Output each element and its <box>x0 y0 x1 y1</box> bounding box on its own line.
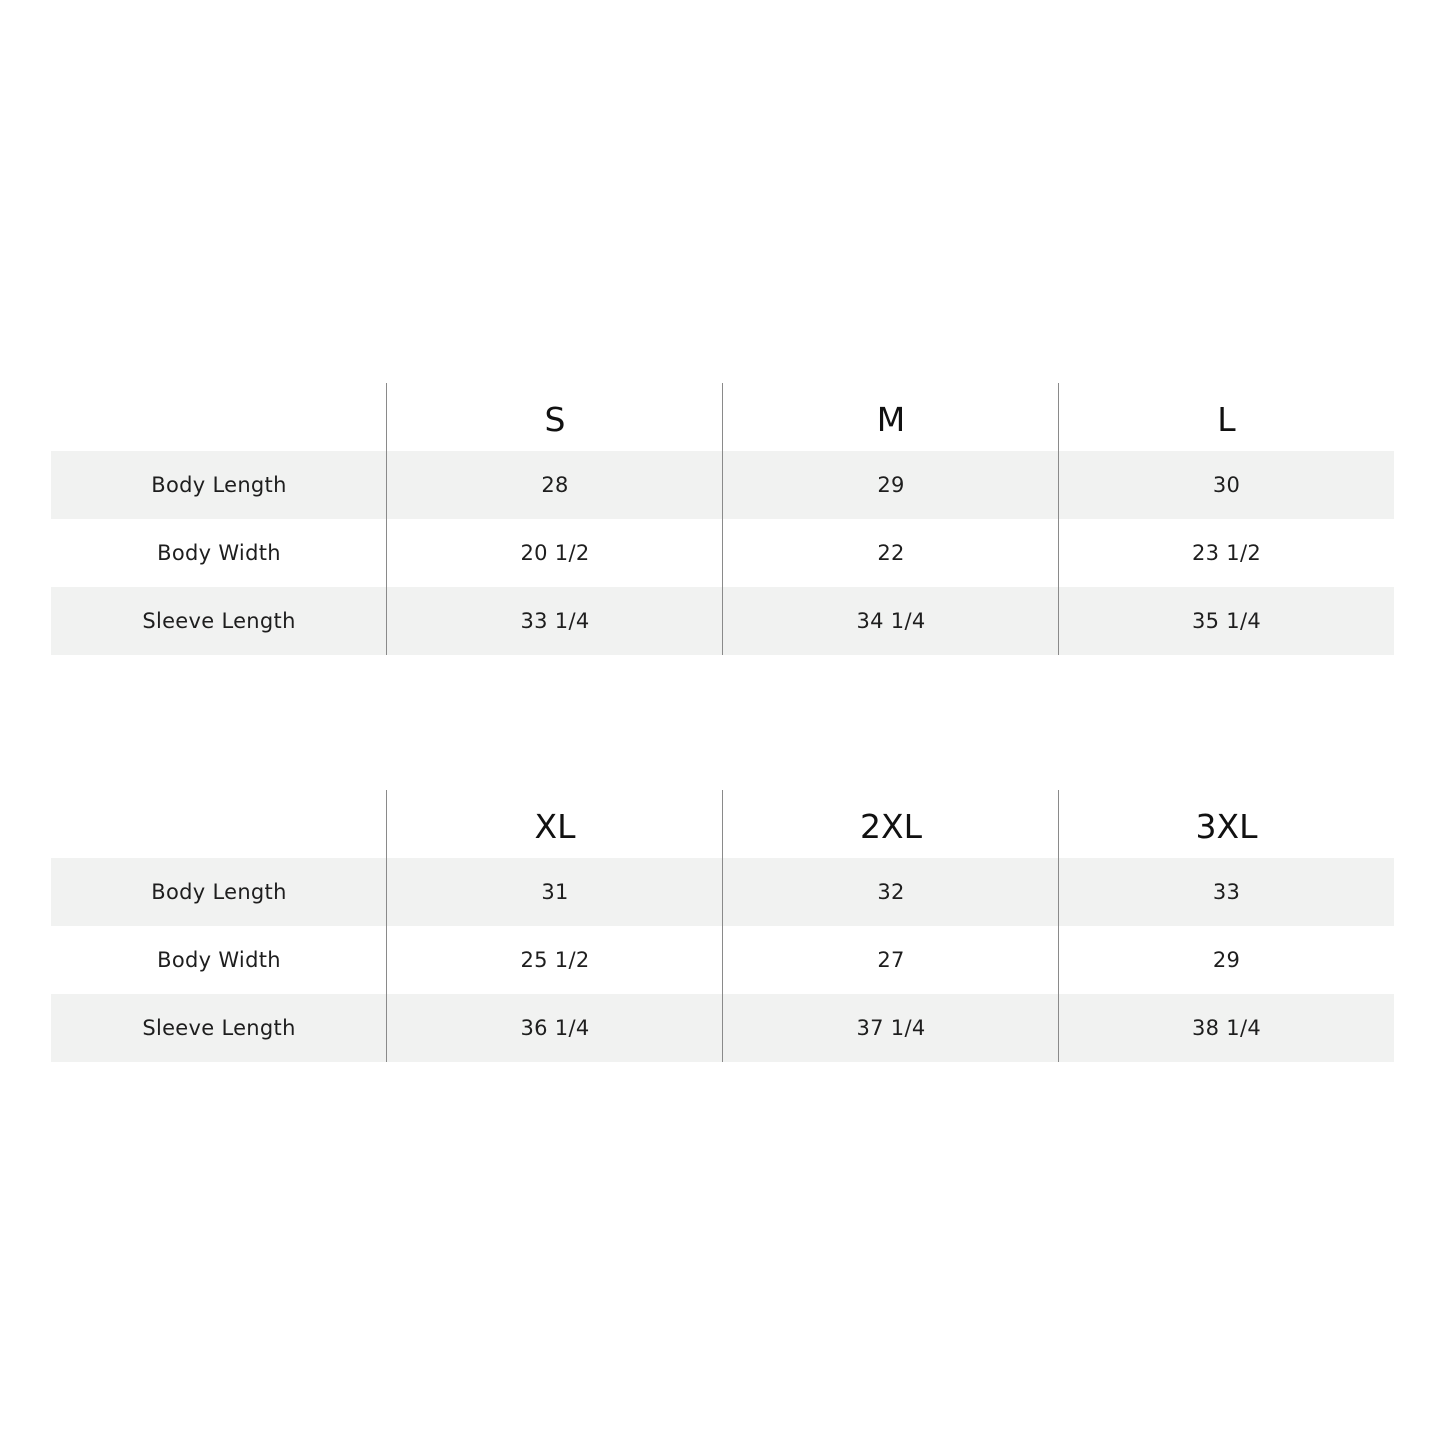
measurement-value: 25 1/2 <box>520 948 590 972</box>
measurement-value: 30 <box>1212 473 1241 497</box>
measurement-label: Body Width <box>157 948 281 972</box>
column-divider <box>386 383 387 655</box>
column-divider <box>722 383 723 655</box>
measurement-value: 28 <box>541 473 569 497</box>
measurement-label: Body Length <box>151 473 287 497</box>
measurement-value: 31 <box>541 880 569 904</box>
measurement-value: 33 <box>1212 880 1241 904</box>
measurement-label: Body Length <box>151 880 287 904</box>
measurement-value: 36 1/4 <box>520 1016 590 1040</box>
header-empty-cell <box>51 383 387 451</box>
measurement-value: 20 1/2 <box>520 541 590 565</box>
size-header: L <box>1217 399 1236 439</box>
measurement-value: 29 <box>1212 948 1241 972</box>
measurement-value: 37 1/4 <box>856 1016 926 1040</box>
size-header: S <box>544 399 566 439</box>
size-chart-table-2 <box>51 790 1394 1062</box>
header-empty-cell <box>51 790 387 858</box>
measurement-value: 33 1/4 <box>520 609 590 633</box>
measurement-value: 27 <box>877 948 905 972</box>
measurement-value: 23 1/2 <box>1192 541 1261 565</box>
measurement-value: 29 <box>877 473 905 497</box>
size-header: 3XL <box>1195 806 1258 846</box>
size-chart-table-1 <box>51 383 1394 655</box>
column-divider <box>386 790 387 1062</box>
measurement-value: 38 1/4 <box>1192 1016 1261 1040</box>
size-header: M <box>876 399 906 439</box>
column-divider <box>1058 790 1059 1062</box>
column-divider <box>722 790 723 1062</box>
measurement-label: Body Width <box>157 541 281 565</box>
measurement-value: 32 <box>877 880 905 904</box>
measurement-value: 35 1/4 <box>1192 609 1261 633</box>
measurement-label: Sleeve Length <box>142 1016 296 1040</box>
measurement-value: 22 <box>877 541 905 565</box>
column-divider <box>1058 383 1059 655</box>
size-header: XL <box>534 806 576 846</box>
size-header: 2XL <box>860 806 922 846</box>
measurement-label: Sleeve Length <box>142 609 296 633</box>
measurement-value: 34 1/4 <box>856 609 926 633</box>
